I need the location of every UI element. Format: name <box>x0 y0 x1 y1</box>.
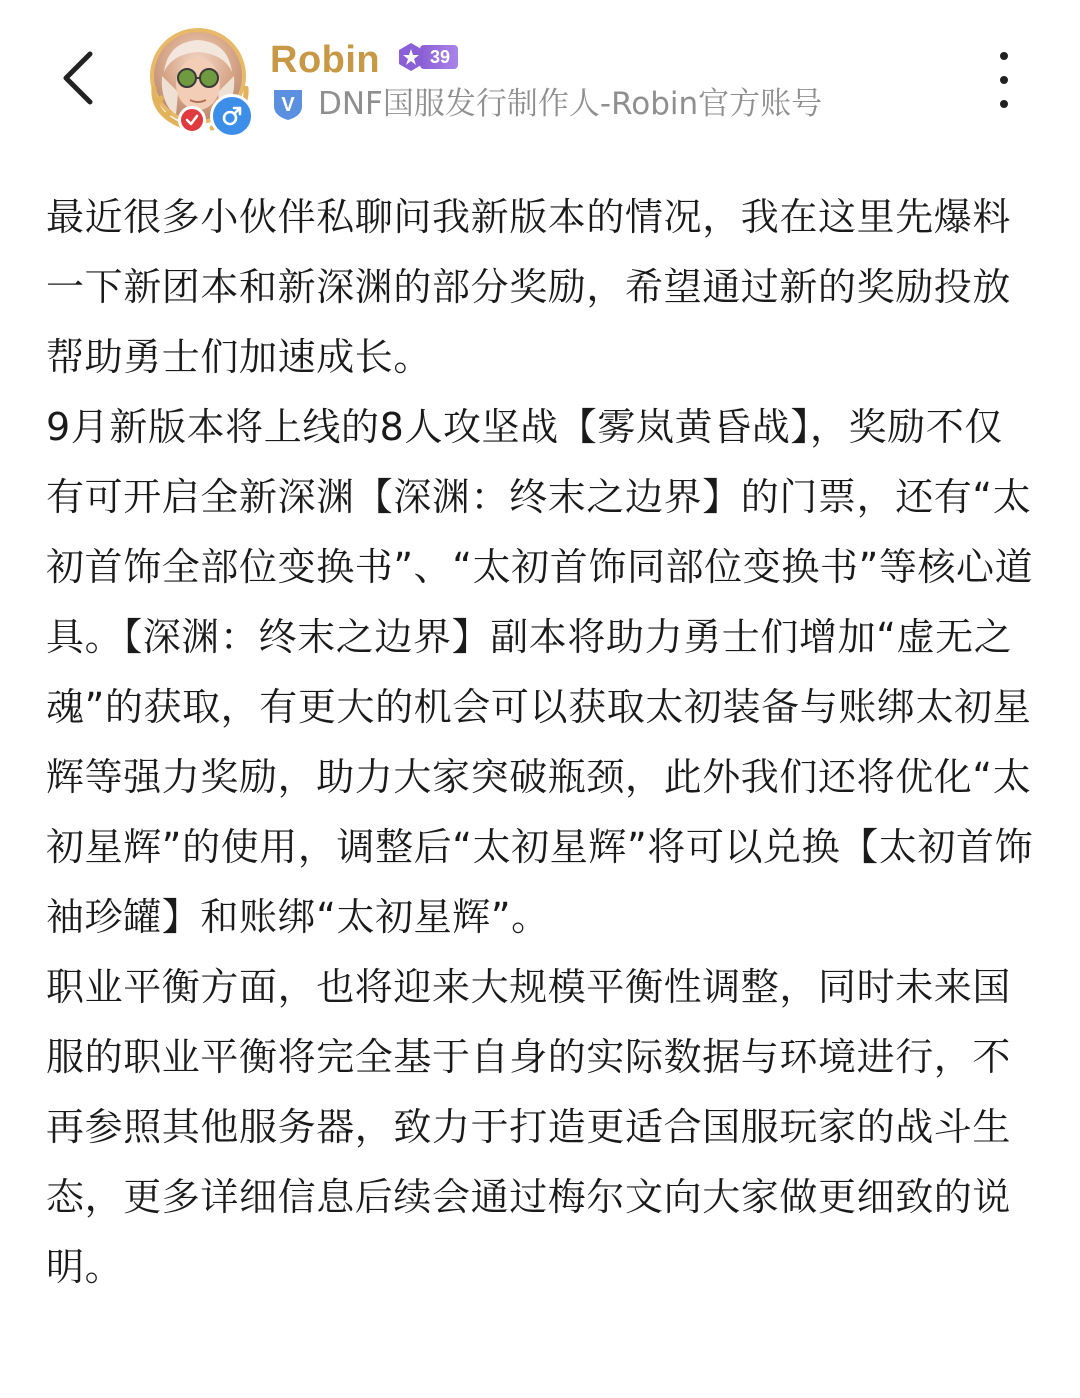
post-header <box>0 0 1080 150</box>
post-paragraph: 9月新版本将上线的8人攻坚战【雾岚黄昏战】，奖励不仅有可开启全新深渊【深渊：终末之边界】的门票，还有“太初首饰全部位变换书”、“太初首饰同部位变换书”等核心道具。【深渊：终末之边界】副本将助力勇士们增加“虚无之魂”的获取，有更大的机会可以获取太初装备与账绑太初星辉等强力奖励，助力大家突破瓶颈，此外我们还将优化“太初星辉”的使用，调整后“太初星辉”将可以兑换【太初首饰袖珍罐】和账绑“太初星辉”。 <box>46 405 1034 939</box>
svg-text:V: V <box>281 94 295 116</box>
star-level-icon <box>396 42 426 72</box>
level-badge <box>396 42 468 72</box>
male-icon <box>210 94 254 138</box>
level-number: 39 <box>420 45 458 69</box>
chevron-left-icon <box>58 48 98 108</box>
post-paragraph: 最近很多小伙伴私聊问我新版本的情况，我在这里先爆料一下新团本和新深渊的部分奖励，希望通过新的奖励投放帮助勇士们加速成长。 <box>46 195 1012 379</box>
back-button[interactable] <box>48 40 108 116</box>
more-vertical-icon <box>1000 52 1008 60</box>
post-body <box>46 182 1036 1302</box>
username[interactable]: Robin <box>270 39 381 81</box>
verified-v-icon <box>270 86 306 122</box>
official-badge-icon <box>178 106 206 134</box>
verification-title: DNF国服发行制作人-Robin官方账号 <box>318 86 823 122</box>
post-paragraph: 职业平衡方面，也将迎来大规模平衡性调整，同时未来国服的职业平衡将完全基于自身的实际数据与环境进行，不再参照其他服务器，致力于打造更适合国服玩家的战斗生态，更多详细信息后续会通过梅尔文向大家做更细致的说明。 <box>46 965 1012 1289</box>
more-options-button[interactable] <box>984 52 1024 108</box>
